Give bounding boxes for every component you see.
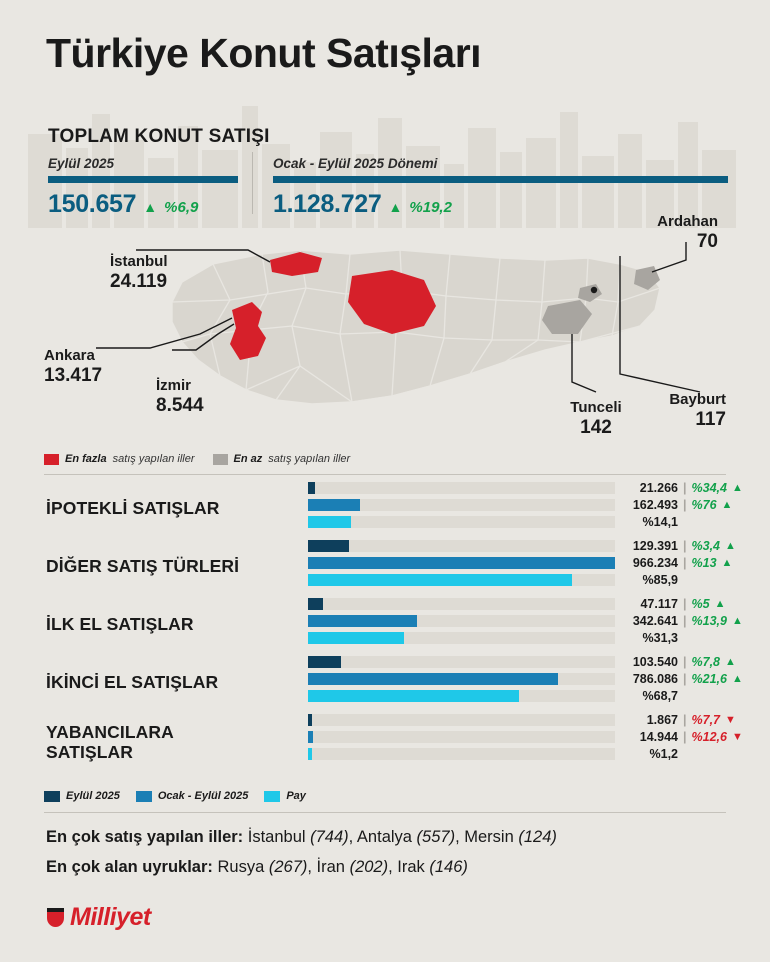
divider-bottom — [44, 812, 726, 813]
chart-bar-fill — [308, 482, 315, 494]
chart-value-row — [622, 731, 768, 743]
note-item-name: İran — [316, 858, 350, 876]
chart-value-percent: %34,4 — [691, 481, 727, 495]
chart-category-line: SATIŞLAR — [46, 741, 134, 762]
callout-name: Ardahan — [657, 213, 718, 230]
chart-category-line: YABANCILARA — [46, 722, 174, 742]
chart-value-separator: | — [683, 730, 687, 744]
chart-bar-fill — [308, 499, 360, 511]
chart-value-row — [622, 574, 768, 586]
chart-value-separator: | — [683, 614, 687, 628]
note-item-value: (146) — [429, 858, 468, 876]
chart-value-row — [622, 598, 768, 610]
chart-bar-fill — [308, 748, 312, 760]
note-item-value: (267) — [268, 858, 308, 876]
total-sales-ytd — [273, 156, 728, 219]
chart-bar-track — [308, 748, 615, 760]
chart-value-percent: %5 — [691, 597, 710, 611]
chart-value-group — [622, 673, 768, 685]
note-separator: , — [348, 828, 357, 846]
note-item-value: (744) — [310, 828, 349, 846]
chart-bar-fill — [308, 690, 519, 702]
chart-value-row — [622, 557, 768, 569]
map-legend-item-low — [213, 453, 351, 465]
chart-value-row — [622, 632, 768, 644]
legend-label-rest: satış yapılan iller — [268, 453, 351, 465]
arrow-up-icon: ▲ — [143, 199, 158, 215]
stat-value: 1.128.727 — [273, 190, 382, 218]
chart-value-group — [622, 632, 768, 644]
chart-value-row — [622, 690, 768, 702]
stat-rule — [273, 176, 728, 183]
chart-value-row — [622, 516, 768, 528]
page-title: Türkiye Konut Satışları — [46, 30, 482, 76]
map-callout-ardahan — [608, 214, 718, 252]
chart-category-line: İPOTEKLİ SATIŞLAR — [46, 498, 220, 518]
chart-bar-track — [308, 656, 615, 668]
arrow-up-icon: ▲ — [721, 499, 733, 511]
chart-value-group — [622, 557, 768, 569]
callout-value: 70 — [696, 230, 718, 252]
legend-swatch-red — [44, 454, 59, 465]
chart-value-row — [622, 499, 768, 511]
chart-bar-track — [308, 516, 615, 528]
stat-value: 150.657 — [48, 190, 137, 218]
callout-name: İstanbul — [110, 253, 168, 270]
callout-value: 24.119 — [110, 270, 168, 292]
legend-label-bold: En fazla — [65, 453, 107, 465]
callout-value: 8.544 — [156, 394, 204, 416]
chart-legend — [44, 790, 306, 802]
note-item-value: (557) — [416, 828, 456, 846]
chart-value-row — [622, 714, 768, 726]
chart-bar-track — [308, 690, 615, 702]
map-legend — [44, 453, 350, 465]
chart-bar-track — [308, 499, 615, 511]
note-item-name: Rusya — [217, 858, 269, 876]
chart-bar-fill — [308, 731, 313, 743]
chart-bar-fill — [308, 615, 417, 627]
arrow-down-icon: ▼ — [731, 731, 743, 743]
chart-value-percent: %13 — [691, 556, 717, 570]
chart-category-label — [46, 723, 301, 762]
chart-legend-item-1 — [136, 790, 249, 802]
chart-value-number: 129.391 — [632, 539, 678, 553]
stat-delta: %19,2 — [409, 199, 452, 216]
chart-bar-fill — [308, 574, 572, 586]
map-leader-dots — [591, 287, 597, 293]
chart-value-share: %1,2 — [649, 747, 678, 761]
chart-value-group — [622, 598, 768, 610]
arrow-up-icon: ▲ — [731, 482, 743, 494]
chart-bar-track — [308, 673, 615, 685]
chart-category-line: İKİNCİ EL SATIŞLAR — [46, 672, 219, 692]
stat-rule — [48, 176, 238, 183]
chart-value-percent: %13,9 — [691, 614, 727, 628]
arrow-up-icon: ▲ — [731, 673, 743, 685]
legend-swatch-grey — [213, 454, 228, 465]
chart-value-number: 21.266 — [639, 481, 678, 495]
total-sales-month — [48, 156, 238, 219]
note-label: En çok satış yapılan iller: — [46, 828, 248, 846]
chart-bar-fill — [308, 632, 404, 644]
chart-value-row — [622, 656, 768, 668]
arrow-up-icon: ▲ — [714, 598, 726, 610]
legend-label: Eylül 2025 — [66, 790, 120, 802]
chart-value-percent: %7,8 — [691, 655, 720, 669]
chart-value-separator: | — [683, 481, 687, 495]
note-separator: , — [388, 858, 398, 876]
chart-value-group — [622, 748, 768, 760]
chart-value-number: 342.641 — [632, 614, 678, 628]
chart-value-group — [622, 516, 768, 528]
chart-bar-fill — [308, 598, 323, 610]
chart-value-row — [622, 673, 768, 685]
chart-bar-fill — [308, 673, 558, 685]
note-item-name: Mersin — [464, 828, 519, 846]
map-callout-istanbul — [110, 254, 168, 292]
chart-value-number: 786.086 — [632, 672, 678, 686]
chart-bar-track — [308, 615, 615, 627]
map-callout-tunceli — [546, 400, 646, 438]
chart-legend-item-2 — [264, 790, 306, 802]
section-label: TOPLAM KONUT SATIŞI — [48, 126, 270, 147]
chart-value-group — [622, 656, 768, 668]
note-label: En çok alan uyruklar: — [46, 858, 218, 876]
chart-bar-track — [308, 557, 615, 569]
note-top-nationalities — [46, 858, 468, 877]
legend-label-rest: satış yapılan iller — [112, 453, 195, 465]
stat-divider — [252, 152, 253, 214]
legend-swatch-series3 — [264, 791, 280, 802]
chart-category-line: İLK EL SATIŞLAR — [46, 614, 194, 634]
chart-bar-track — [308, 714, 615, 726]
chart-value-share: %68,7 — [642, 689, 678, 703]
callout-value: 142 — [580, 416, 612, 438]
chart-bar-track — [308, 540, 615, 552]
arrow-up-icon: ▲ — [731, 615, 743, 627]
chart-value-number: 162.493 — [632, 498, 678, 512]
chart-value-group — [622, 615, 768, 627]
chart-value-separator: | — [683, 556, 687, 570]
chart-value-share: %14,1 — [642, 515, 678, 529]
arrow-up-icon: ▲ — [388, 199, 403, 215]
chart-bar-fill — [308, 656, 341, 668]
note-item-value: (124) — [518, 828, 557, 846]
chart-category-label — [46, 557, 301, 577]
chart-value-separator: | — [683, 713, 687, 727]
chart-category-label — [46, 499, 301, 519]
chart-value-number: 966.234 — [632, 556, 678, 570]
chart-category-line: DİĞER SATIŞ TÜRLERİ — [46, 556, 240, 576]
arrow-up-icon: ▲ — [725, 540, 736, 552]
note-item-name: Antalya — [356, 828, 417, 846]
chart-value-row — [622, 748, 768, 760]
chart-value-number: 14.944 — [639, 730, 678, 744]
legend-swatch-series1 — [44, 791, 60, 802]
map-callout-izmir — [156, 378, 204, 416]
chart-value-percent: %76 — [691, 498, 717, 512]
callout-value: 13.417 — [44, 364, 103, 386]
note-top-cities — [46, 828, 557, 847]
callout-name: Bayburt — [669, 391, 726, 408]
chart-bar-track — [308, 574, 615, 586]
chart-value-row — [622, 540, 768, 552]
legend-label: Ocak - Eylül 2025 — [157, 790, 249, 802]
chart-value-separator: | — [683, 539, 687, 553]
legend-swatch-series2 — [136, 791, 152, 802]
legend-label-bold: En az — [233, 453, 263, 465]
chart-value-separator: | — [683, 498, 687, 512]
chart-value-group — [622, 574, 768, 586]
chart-value-share: %85,9 — [642, 573, 678, 587]
note-separator: , — [455, 828, 465, 846]
turkey-map — [0, 214, 770, 464]
callout-name: İzmir — [156, 377, 192, 394]
chart-value-separator: | — [683, 672, 687, 686]
stat-period: Ocak - Eylül 2025 Dönemi — [273, 156, 438, 171]
stat-delta: %6,9 — [164, 199, 199, 216]
divider-top — [44, 474, 726, 475]
chart-value-row — [622, 615, 768, 627]
chart-value-percent: %3,4 — [691, 539, 720, 553]
chart-bar-track — [308, 632, 615, 644]
chart-bar-track — [308, 482, 615, 494]
callout-name: Ankara — [44, 347, 95, 364]
chart-bar-fill — [308, 714, 312, 726]
chart-bar-fill — [308, 557, 615, 569]
chart-value-percent: %12,6 — [691, 730, 727, 744]
callout-value: 117 — [695, 408, 726, 430]
chart-legend-item-0 — [44, 790, 120, 802]
chart-value-group — [622, 731, 768, 743]
chart-value-group — [622, 690, 768, 702]
chart-value-separator: | — [683, 655, 687, 669]
note-item-value: (202) — [349, 858, 389, 876]
note-item-name: Irak — [397, 858, 430, 876]
chart-value-row — [622, 482, 768, 494]
chart-value-number: 47.117 — [640, 597, 678, 611]
chart-value-group — [622, 482, 768, 494]
brand-name: Milliyet — [70, 903, 151, 931]
chart-value-group — [622, 499, 768, 511]
map-callout-ankara — [44, 348, 102, 386]
brand-logo — [46, 903, 151, 932]
callout-name: Tunceli — [570, 399, 622, 416]
chart-value-number: 1.867 — [646, 713, 678, 727]
milliyet-mark-icon — [46, 906, 65, 929]
arrow-up-icon: ▲ — [725, 656, 736, 668]
chart-value-group — [622, 540, 768, 552]
arrow-down-icon: ▼ — [725, 714, 736, 726]
chart-category-label — [46, 673, 301, 693]
map-legend-item-high — [44, 453, 195, 465]
note-separator: , — [307, 858, 317, 876]
chart-value-group — [622, 714, 768, 726]
chart-bar-fill — [308, 540, 349, 552]
stat-period: Eylül 2025 — [48, 156, 115, 171]
note-item-name: İstanbul — [247, 828, 311, 846]
chart-bar-track — [308, 598, 615, 610]
chart-value-share: %31,3 — [642, 631, 678, 645]
legend-label: Pay — [286, 790, 306, 802]
arrow-up-icon: ▲ — [721, 557, 733, 569]
chart-value-percent: %7,7 — [691, 713, 720, 727]
chart-value-number: 103.540 — [632, 655, 678, 669]
chart-bar-track — [308, 731, 615, 743]
chart-value-separator: | — [683, 597, 687, 611]
chart-bar-fill — [308, 516, 351, 528]
chart-category-label — [46, 615, 301, 635]
chart-value-percent: %21,6 — [691, 672, 727, 686]
